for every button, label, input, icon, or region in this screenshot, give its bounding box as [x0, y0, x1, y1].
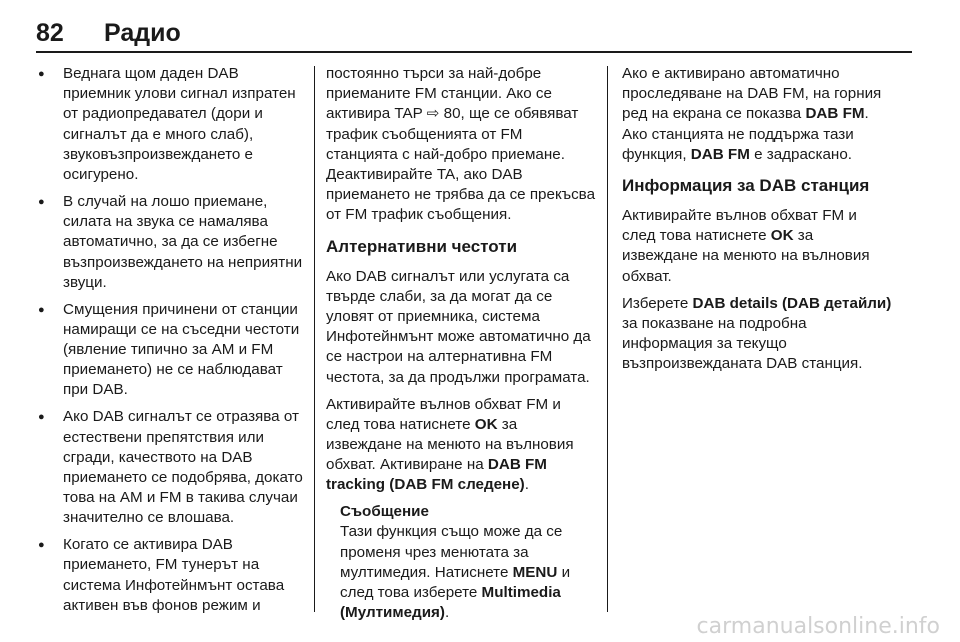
text: за показване на подробна информация за текущо възпроизвежданата DAB станция. — [622, 314, 863, 373]
text: и след това изберете — [340, 563, 571, 602]
column-3 — [622, 64, 892, 381]
text: за извеждане на менюто на вълновия обхват. Активиране на — [326, 415, 574, 474]
note-text — [340, 522, 596, 623]
watermark: carmanualsonline.info — [696, 614, 940, 639]
menu-option-label: Multimedia (Мултимедия) — [340, 584, 561, 622]
paragraph — [622, 206, 892, 287]
bullet-item: ● Ако DAB сигналът се отразява от естествени препятствия или сгради, качеството на DAB приемането се подобрява, докато това на AM и FM в такива случаи значително се влошава. — [36, 407, 306, 528]
ok-key-label: OK — [770, 227, 794, 245]
header-rule — [36, 51, 912, 53]
text: Активирайте вълнов обхват FM и след това натиснете — [326, 395, 561, 433]
column-2 — [326, 64, 596, 630]
section-heading-dab-info: Информация за DAB станция — [622, 176, 870, 196]
page-title: Радио — [104, 19, 181, 47]
text: за извеждане на менюто на вълновия обхват. — [622, 227, 870, 285]
text: Ако е активирано автоматично проследяване на DAB FM, на горния ред на екрана се показва — [622, 65, 882, 123]
paragraph: Ако DAB сигналът или услугата са твърде слаби, за да могат да се уловят от приемника, система Инфотейнмънт може автоматично да се настрои на алтернативна FM честота, за да продължи програмата. — [326, 267, 591, 386]
note-box — [340, 502, 596, 623]
text: Активирайте вълнов обхват FM и след това натиснете — [622, 207, 857, 245]
paragraph — [622, 64, 892, 165]
paragraph — [622, 294, 892, 375]
bullet-item: ● Смущения причинени от станции намиращи се на съседни честоти (явление типично за AM и FM приемането) не се наблюдават при DAB. — [36, 300, 306, 401]
display-label: DAB FM — [690, 145, 750, 163]
page-header — [36, 14, 912, 52]
bullet-item: ● Когато се активира DAB приемането, FM тунерът на система Инфотейнмънт остава активен във фонов режим и — [36, 535, 306, 616]
text: е задраскано. — [749, 145, 852, 163]
menu-key-label: MENU — [512, 563, 558, 581]
paragraph — [326, 395, 596, 496]
text: . Ако станцията не поддържа тази функция, — [622, 105, 869, 163]
ok-key-label: OK — [474, 415, 498, 433]
bullet-item: ● Веднага щом даден DAB приемник улови сигнал изпратен от радиопредавател (дори и сигналът да е много слаб), звуковъзпроизвеждането е осигурено. — [36, 64, 306, 185]
text: Изберете — [622, 294, 693, 312]
text: Тази функция също може да се променя чрез менютата за мултимедия. Натиснете — [340, 523, 563, 581]
page-number: 82 — [36, 19, 64, 47]
continued-paragraph: постоянно търси за най-добре приеманите FM станции. Ако се активира TAP ⇨ 80, ще се обявяват трафик съобщенията от FM станцията с най-добро приемане. Деактивирайте TA, ако DAB приемането не трябва да се прекъсва от FM трафик съобщения. — [326, 65, 596, 224]
menu-option-label: DAB details (DAB детайли) — [692, 294, 892, 312]
note-title: Съобщение — [340, 503, 429, 521]
text: . — [524, 476, 529, 494]
column-1 — [36, 64, 306, 623]
text: . — [444, 604, 450, 622]
section-heading-alt-frequencies: Алтернативни честоти — [326, 236, 518, 256]
column-divider-right — [607, 66, 608, 612]
bullet-list — [36, 64, 306, 616]
column-divider-left — [314, 66, 315, 612]
display-label: DAB FM — [805, 105, 865, 123]
menu-option-label: DAB FM tracking (DAB FM следене) — [326, 456, 547, 494]
bullet-item: ● В случай на лошо приемане, силата на звука се намалява автоматично, за да се избегне възпроизвеждането на неприятни звуци. — [36, 192, 306, 293]
